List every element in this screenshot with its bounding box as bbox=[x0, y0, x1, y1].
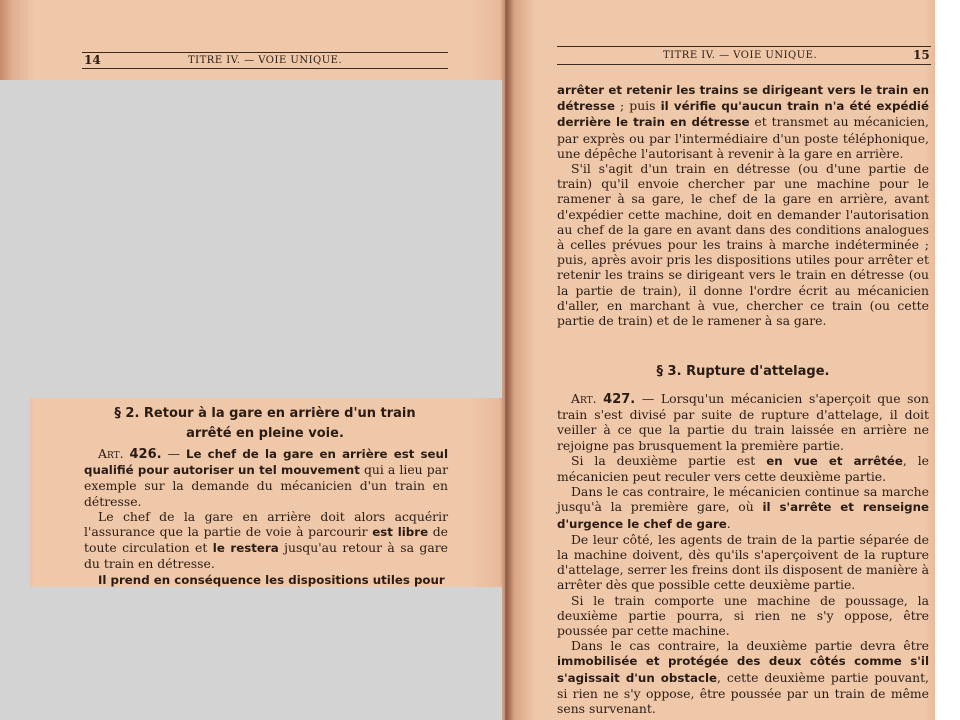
paragraph bbox=[557, 391, 929, 453]
bold-text: immobilisée et protégée des deux côtés comme s'il s'agissait d'un obstacle bbox=[557, 654, 929, 685]
body-text: Lorsqu'un mécanicien s'aperçoit que son train s'est divisé par suite de rupture d'attelage, il doit veiller à ce que la partie du train laissée en arrière ne rejoigne pas brusquement la première partie. bbox=[557, 391, 929, 453]
gray-redaction-strip bbox=[0, 398, 30, 588]
running-header: TITRE IV. — VOIE UNIQUE. bbox=[663, 50, 818, 61]
paragraph: S'il s'agit d'un train en détresse (ou d'une partie de train) qu'il envoie chercher par une machine pour le ramener à sa gare, le chef de la gare en arrière, avant d'expédier cette machine, doit en demander l'autorisation au chef de la gare en avant dans des conditions analogues à celles prévues pour les trains à marche indéterminée ; puis, après avoir pris les dispositions utiles pour arrêter et retenir les trains se dirigeant vers le train en détresse (ou la partie de train), il donne l'ordre écrit au mécanicien d'aller, en marchant à vue, chercher ce train (ou cette partie de train) et de le ramener à sa gare. bbox=[557, 161, 929, 329]
body-text: ; puis bbox=[614, 98, 661, 114]
bold-text: est libre bbox=[372, 525, 429, 540]
body-text: Dans le cas contraire, le mécanicien continue sa marche jusqu'à la première gare, où bbox=[557, 484, 929, 515]
dash: — bbox=[635, 391, 661, 406]
paragraph bbox=[557, 484, 929, 532]
body-text: et transmet au mécanicien, par exprès ou par l'intermédiaire d'un poste téléphonique, une dépêche l'autorisant à revenir à la gare en arrière. bbox=[557, 114, 929, 161]
page-number: 14 bbox=[84, 53, 101, 67]
paragraph: Si le train comporte une machine de poussage, la deuxième partie pourra, si rien ne s'y oppose, être poussée par cette machine. bbox=[557, 592, 929, 639]
section-heading-line1: § 2. Retour à la gare en arrière d'un train bbox=[114, 406, 416, 421]
page-number: 15 bbox=[913, 48, 930, 62]
body-text: de toute circulation et bbox=[84, 524, 448, 556]
paragraph bbox=[84, 509, 448, 572]
section-heading-line2: arrêté en pleine voie. bbox=[186, 426, 344, 441]
running-header: TITRE IV. — VOIE UNIQUE. bbox=[188, 55, 343, 66]
bold-text: en vue et arrêtée bbox=[766, 453, 903, 468]
bold-text: arrêter et retenir les trains se dirigeant vers le train en détresse bbox=[557, 83, 929, 114]
body-text: , cette deuxième partie pouvant, si rien ne s'y oppose, être poussée par un train de même sens survenant. bbox=[557, 669, 929, 717]
gray-redaction-block bbox=[0, 587, 502, 720]
body-text: Si la deuxième partie est bbox=[571, 452, 767, 468]
paragraph bbox=[557, 82, 929, 161]
article-label: Art. bbox=[571, 391, 597, 406]
section-heading: § 3. Rupture d'attelage. bbox=[656, 364, 830, 379]
paragraph bbox=[84, 572, 448, 588]
dash: — bbox=[161, 446, 186, 461]
paragraph: De leur côté, les agents de train de la partie séparée de la machine doivent, dès qu'ils s'aperçoivent de la rupture d'attelage, serrer les freins dont ils disposent de manière à arrêter dès que possible cette deuxième partie. bbox=[557, 531, 929, 593]
continued-text bbox=[557, 82, 929, 328]
bold-text: le restera bbox=[212, 541, 279, 556]
bold-text: Le chef de la gare en arrière est seul qualifié pour autoriser un tel mouvement bbox=[84, 447, 448, 478]
paragraph bbox=[84, 446, 448, 509]
bold-text: il s'arrête et renseigne d'urgence le chef de gare bbox=[557, 500, 929, 531]
article-426-text bbox=[84, 446, 448, 588]
gray-redaction-block bbox=[0, 80, 502, 398]
right-page bbox=[505, 0, 935, 720]
book-spine bbox=[500, 0, 514, 720]
body-text: qui a lieu par exemple sur la demande du mécanicien d'un train en détresse. bbox=[84, 462, 449, 509]
paragraph bbox=[557, 638, 929, 716]
article-427-text bbox=[557, 391, 929, 716]
bold-text: Il prend en conséquence les dispositions utiles pour bbox=[98, 572, 445, 587]
body-text: jusqu'au retour à sa gare du train en détresse. bbox=[84, 540, 448, 572]
body-text: , le mécanicien peut reculer vers cette deuxième partie. bbox=[557, 452, 929, 485]
body-text: . bbox=[726, 515, 731, 531]
paragraph bbox=[557, 453, 929, 484]
article-number: 427. bbox=[603, 392, 636, 407]
header-rule-bottom bbox=[557, 64, 931, 65]
header-rule-bottom bbox=[82, 68, 448, 69]
header-rule bbox=[82, 52, 448, 53]
body-text: Dans le cas contraire, la deuxième partie devra être bbox=[571, 638, 929, 654]
section-heading bbox=[100, 404, 430, 444]
body-text: Le chef de la gare en arrière doit alors acquérir l'assurance que la partie de voie à parcourir bbox=[84, 508, 448, 540]
article-number: 426. bbox=[129, 447, 162, 462]
bold-text: il vérifie qu'aucun train n'a été expédié derrière le train en détresse bbox=[557, 99, 929, 130]
header-rule bbox=[557, 46, 931, 47]
article-label: Art. bbox=[98, 446, 124, 461]
